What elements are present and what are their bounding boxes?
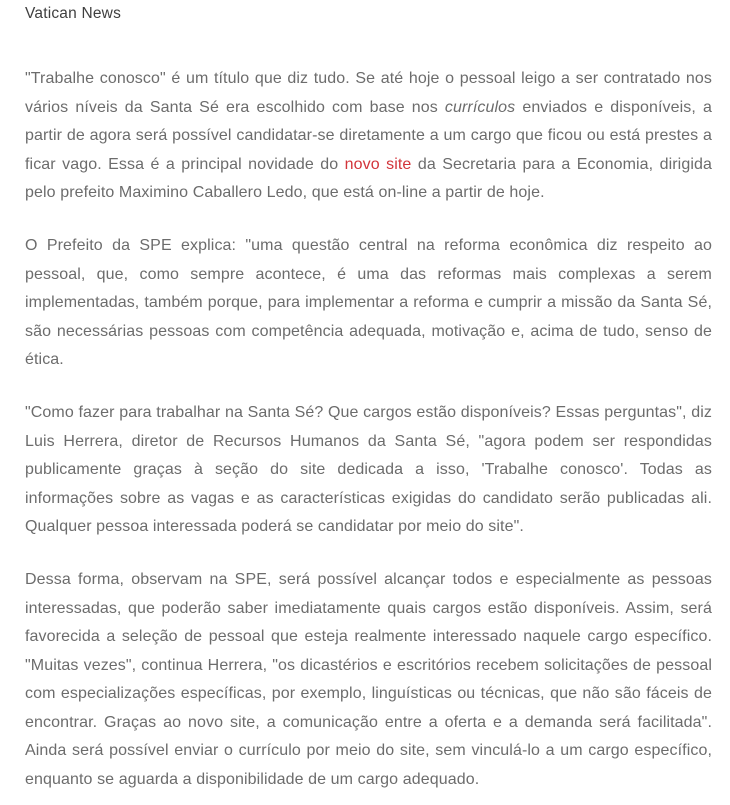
site-name[interactable]: Vatican News xyxy=(25,5,122,22)
text-segment: "Como fazer para trabalhar na Santa Sé? Que cargos estão disponíveis? Essas perguntas", diz Luis Herrera, diretor de Recursos Humanos da Santa Sé, "agora podem ser respondidas publicamente graças à seção do site dedicada a isso, 'Trabalhe conosco'. Todas as informações sobre as vagas e as características exigidas do candidato serão publicadas ali. Qualquer pessoa interessada poderá se candidatar por meio do site". xyxy=(25,403,712,536)
text-segment: O Prefeito da SPE explica: "uma questão central na reforma econômica diz respeito ao pessoal, que, como sempre acontece, é uma das reformas mais complexas a serem implementadas, também porque, para implementar a reforma e cumprir a missão da Santa Sé, são necessárias pessoas com competência adequada, motivação e, acima de tudo, senso de ética. xyxy=(25,236,712,369)
article-paragraph-2 xyxy=(25,232,712,375)
novo-site-link[interactable]: novo site xyxy=(344,155,412,173)
text-segment: currículos xyxy=(444,98,516,116)
text-segment: "Trabalhe conosco" é um título que diz tudo. Se até hoje o pessoal leigo a ser contratado nos vários níveis da Santa Sé era escolhido com base nos xyxy=(25,70,712,116)
article-paragraph-4 xyxy=(25,566,712,795)
text-segment: da Secretaria para a Economia, dirigida pelo prefeito Maximino Caballero Ledo, que está on-line a partir de hoje. xyxy=(25,155,712,202)
text-segment: Dessa forma, observam na SPE, será possível alcançar todos e especialmente as pessoas interessadas, que poderão saber imediatamente quais cargos estão disponíveis. Assim, será favorecida a seleção de pessoal que esteja realmente interessado naquele cargo específico. "Muitas vezes", continua Herrera, "os dicastérios e escritórios recebem solicitações de pessoal com especializações específicas, por exemplo, linguísticas ou técnicas, que não são fáceis de encontrar. Graças ao novo site, a comunicação entre a oferta e a demanda será facilitada". Ainda será possível enviar o currículo por meio do site, sem vinculá-lo a um cargo específico, enquanto se aguarda a disponibilidade de um cargo adequado. xyxy=(25,570,712,789)
text-segment: enviados e disponíveis, a partir de agora será possível candidatar-se diretamente a um cargo que ficou ou está prestes a ficar vago. Essa é a principal novidade do xyxy=(25,98,713,173)
article-paragraph-1 xyxy=(25,65,712,208)
article-paragraph-3 xyxy=(25,399,712,542)
article-body xyxy=(25,65,712,795)
